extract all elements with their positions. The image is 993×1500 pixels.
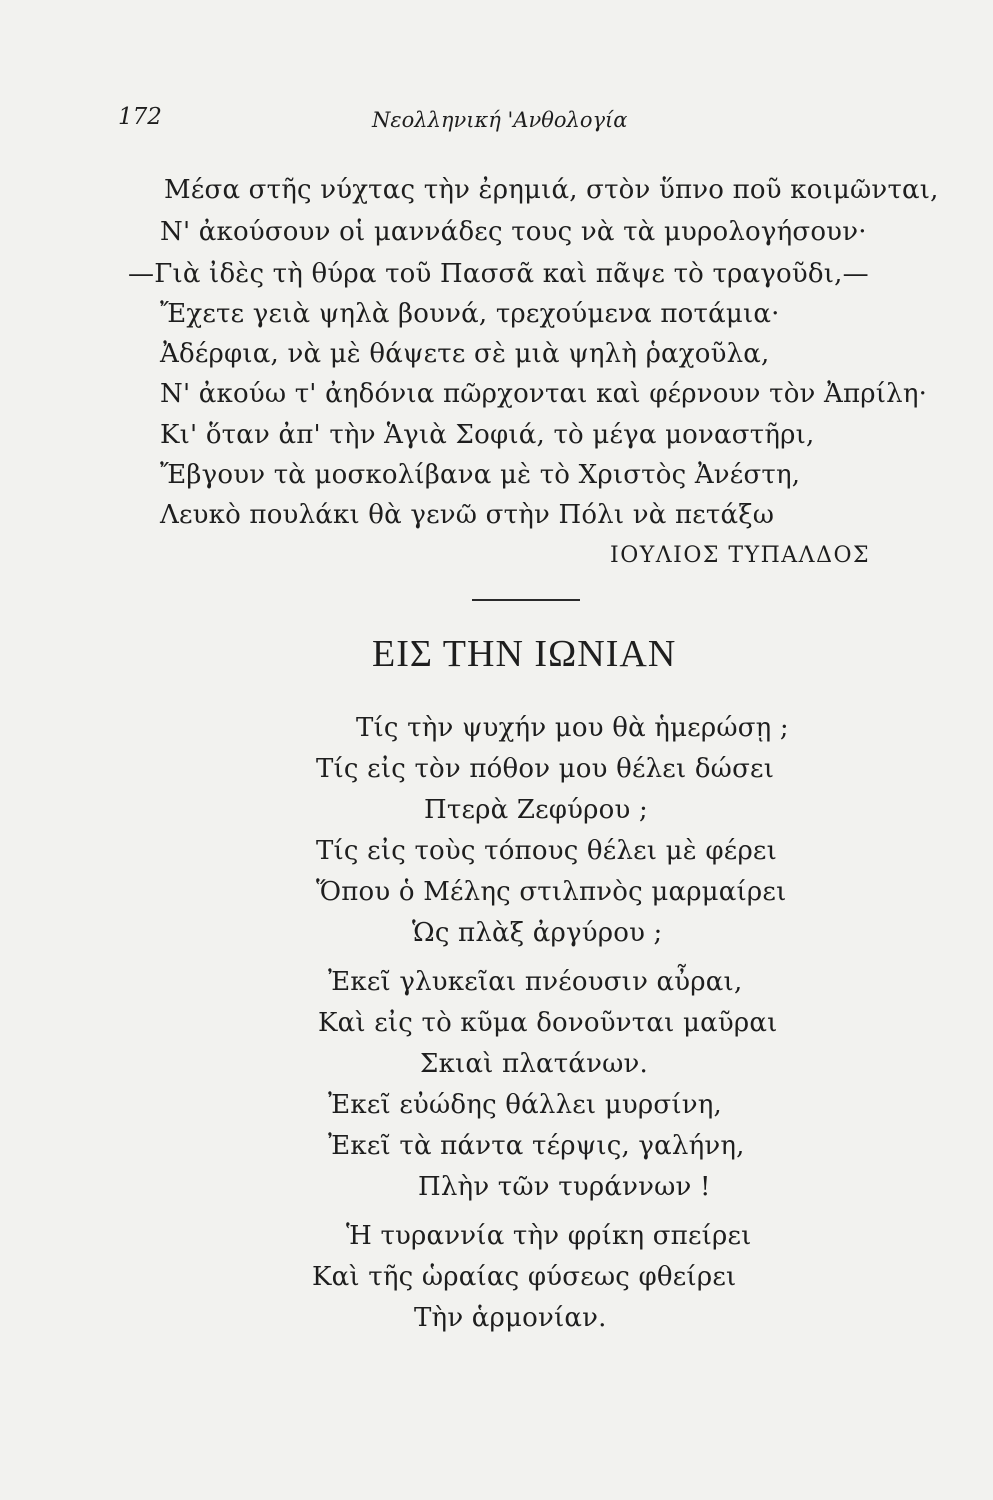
running-title: Νεολληνική 'Ανθολογία <box>372 108 628 132</box>
poem-line: Τὴν ἁρμονίαν. <box>414 1303 607 1333</box>
poem-title: ΕΙΣ ΤΗΝ ΙΩΝΙΑΝ <box>372 633 677 675</box>
poem-line: Ὅπου ὁ Μέλης στιλπνὸς μαρμαίρει <box>316 877 787 907</box>
poem-line: Ἐκεῖ τὰ πάντα τέρψις, γαλήνη, <box>328 1131 745 1161</box>
poem-line: Ν' ἀκούσουν οἱ μαννάδες τους νὰ τὰ μυρολογήσουν· <box>160 217 867 247</box>
poem-line: Ν' ἀκούω τ' ἀηδόνια πῶρχονται καὶ φέρνουν τὸν Ἀπρίλη· <box>160 379 928 409</box>
poem-line: Ἀδέρφια, νὰ μὲ θάψετε σὲ μιὰ ψηλὴ ῥαχοῦλα, <box>160 339 770 369</box>
poem-line: Τίς εἰς τὸν πόθον μου θέλει δώσει <box>316 754 775 784</box>
poem-line: —Γιὰ ἰδὲς τὴ θύρα τοῦ Πασσᾶ καὶ πᾶψε τὸ τραγοῦδι,— <box>128 259 869 289</box>
section-divider <box>472 599 580 601</box>
poem-line: Τίς εἰς τοὺς τόπους θέλει μὲ φέρει <box>316 836 778 866</box>
poem-line: Καὶ εἰς τὸ κῦμα δονοῦνται μαῦραι <box>318 1008 778 1038</box>
poem-line: Ἐκεῖ εὐώδης θάλλει μυρσίνη, <box>328 1090 722 1120</box>
poem-line: Κι' ὅταν ἀπ' τὴν Ἁγιὰ Σοφιά, τὸ μέγα μοναστῆρι, <box>160 420 815 450</box>
author-name: ΙΟΥΛΙΟΣ ΤΥΠΑΛΔΟΣ <box>610 543 871 568</box>
poem-line: Πτερὰ Ζεφύρου ; <box>424 795 648 825</box>
poem-line: Μέσα στῆς νύχτας τὴν ἐρημιά, στὸν ὕπνο ποῦ κοιμῶνται, <box>164 175 939 205</box>
poem-line: Ἡ τυραννία τὴν φρίκη σπείρει <box>346 1221 752 1251</box>
poem-line: Τίς τὴν ψυχήν μου θὰ ἡμερώσῃ ; <box>356 713 789 743</box>
poem-line: Πλὴν τῶν τυράννων ! <box>418 1172 711 1202</box>
poem-line: Ἔχετε γειὰ ψηλὰ βουνά, τρεχούμενα ποτάμια· <box>160 299 780 329</box>
poem-line: Καὶ τῆς ὡραίας φύσεως φθείρει <box>312 1262 737 1292</box>
poem-line: Λευκὸ πουλάκι θὰ γενῶ στὴν Πόλι νὰ πετάξω <box>160 500 775 530</box>
poem-line: Ὡς πλὰξ ἀργύρου ; <box>412 918 663 948</box>
poem-line: Σκιαὶ πλατάνων. <box>420 1049 648 1079</box>
page-number: 172 <box>118 104 162 130</box>
poem-line: Ἔβγουν τὰ μοσκολίβανα μὲ τὸ Χριστὸς Ἀνέστη, <box>160 460 801 490</box>
page-header <box>0 100 993 140</box>
poem-line: Ἐκεῖ γλυκεῖαι πνέουσιν αὖραι, <box>328 967 743 997</box>
